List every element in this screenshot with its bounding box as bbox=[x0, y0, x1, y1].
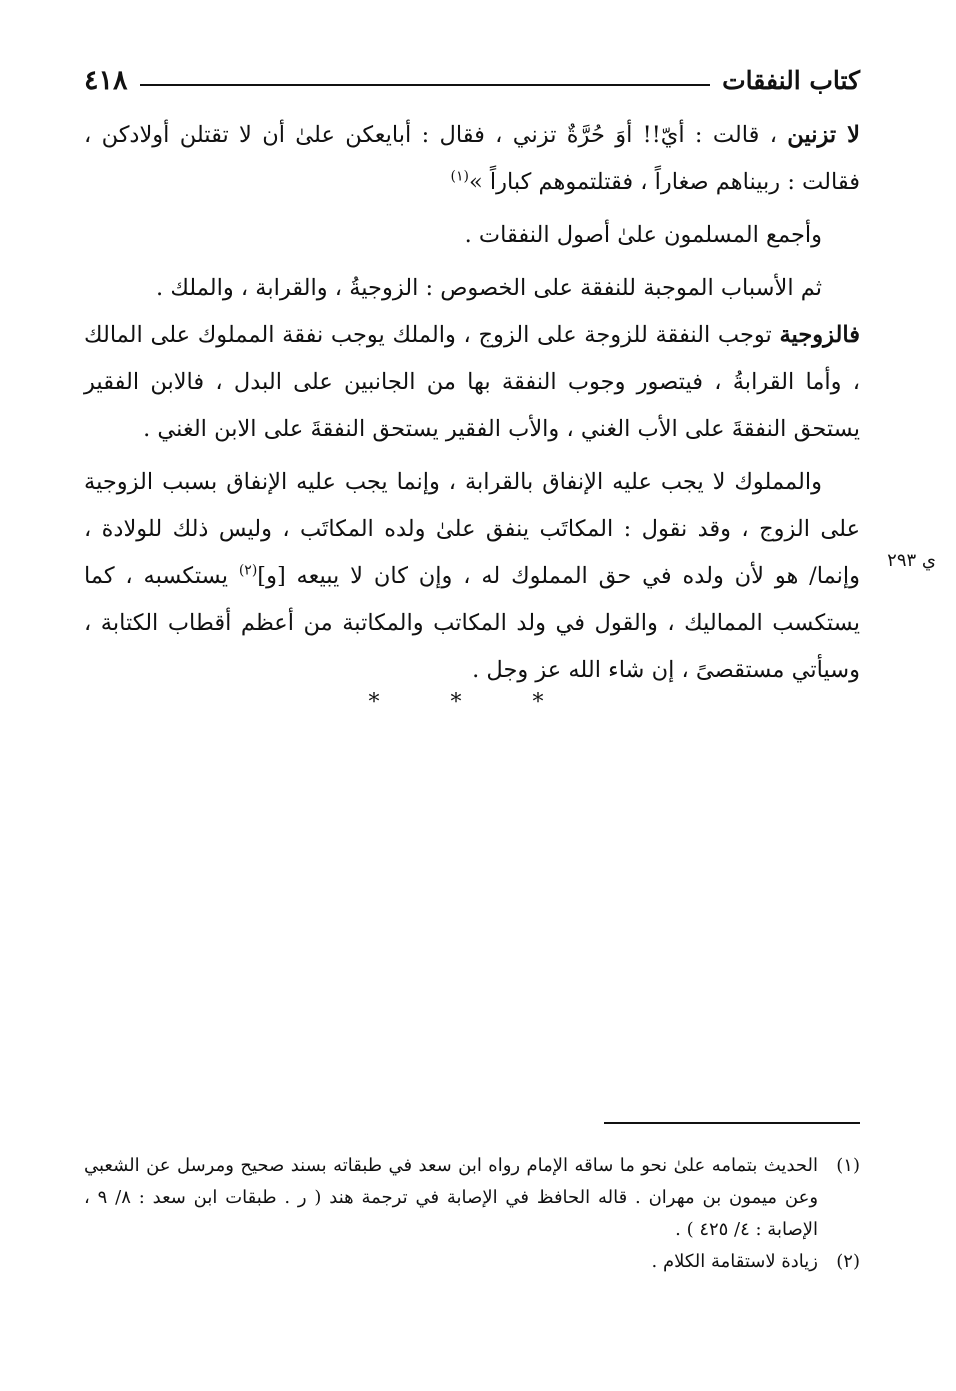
paragraph-5-text-b: يستكسبه ، كما يستكسب المماليك ، والقول في ولد المكاتب والمكاتبة من أعظم أقطاب الكتابة ، وسيأتي مستقصىً ، إن شاء الله عز وجل . bbox=[84, 563, 860, 683]
section-separator: * * * bbox=[368, 690, 576, 715]
page-header bbox=[84, 62, 860, 98]
paragraph-4-text: توجب النفقة للزوجة على الزوج ، والملك يوجب نفقة المملوك على المالك ، وأما القرابةُ ، فيتصور وجوب النفقة بها من الجانبين على البدل ، فالابن الفقير يستحق النفقةَ على الأب الغني ، والأب الفقير يستحق النفقةَ على الابن الغني . bbox=[84, 322, 860, 442]
paragraph-5-text-a: والمملوك لا يجب عليه الإنفاق بالقرابة ، وإنما يجب عليه الإنفاق بسبب الزوجية على الزوج ، وقد نقول : المكاتَب ينفق علىٰ ولده المكاتَب ، وليس ذلك للولادة ، وإنما/ هو لأن ولده في حق المملوك له ، وإن كان لا يبيعه [و] bbox=[84, 469, 860, 589]
paragraph-5 bbox=[84, 459, 860, 694]
paragraph-3: ثم الأسباب الموجبة للنفقة على الخصوص : الزوجيةُ ، والقرابة ، والملك . bbox=[156, 275, 822, 301]
paragraph-2: وأجمع المسلمون علىٰ أصول النفقات . bbox=[464, 222, 822, 248]
footnote-ref-2[interactable]: (٢) bbox=[238, 562, 258, 579]
bold-phrase: فالزوجية bbox=[779, 322, 860, 348]
margin-manuscript-ref: ي ٢٩٣ bbox=[887, 550, 936, 571]
paragraph-1-text: ، قالت : أيّ!! أوَ حُرَّةٌ تزني ، فقال : أبايعكن علىٰ أن لا تقتلن أولادكن ، فقالت : ربيناهم صغاراً ، فقتلتموهم كباراً » bbox=[84, 122, 860, 195]
footnote-text: زيادة لاستقامة الكلام . bbox=[651, 1251, 818, 1272]
main-text bbox=[84, 112, 860, 694]
paragraph-1 bbox=[84, 112, 860, 206]
footnote-1 bbox=[84, 1150, 860, 1246]
footnote-number: (٢) bbox=[836, 1251, 860, 1272]
footnote-2 bbox=[84, 1246, 860, 1278]
footnote-rule bbox=[604, 1122, 860, 1124]
footnotes bbox=[84, 1150, 860, 1278]
footnote-ref-1[interactable]: (١) bbox=[450, 168, 469, 185]
footnote-number: (١) bbox=[836, 1155, 860, 1176]
footnote-text: الحديث بتمامه علىٰ نحو ما ساقه الإمام رواه ابن سعد في طبقاته بسند صحيح ومرسل عن الشعبي وعن ميمون بن مهران . قاله الحافظ في الإصابة في ترجمة هند ( ر . طبقات ابن سعد : ٨/ ٩ ، الإصابة : ٤/ ٤٢٥ ) . bbox=[84, 1155, 819, 1240]
page-number: ٤١٨ bbox=[84, 64, 128, 96]
running-title: كتاب النفقات bbox=[722, 65, 860, 95]
paragraph-4 bbox=[84, 312, 860, 453]
bold-phrase: لا تزنين bbox=[787, 122, 860, 148]
header-rule bbox=[140, 84, 711, 86]
